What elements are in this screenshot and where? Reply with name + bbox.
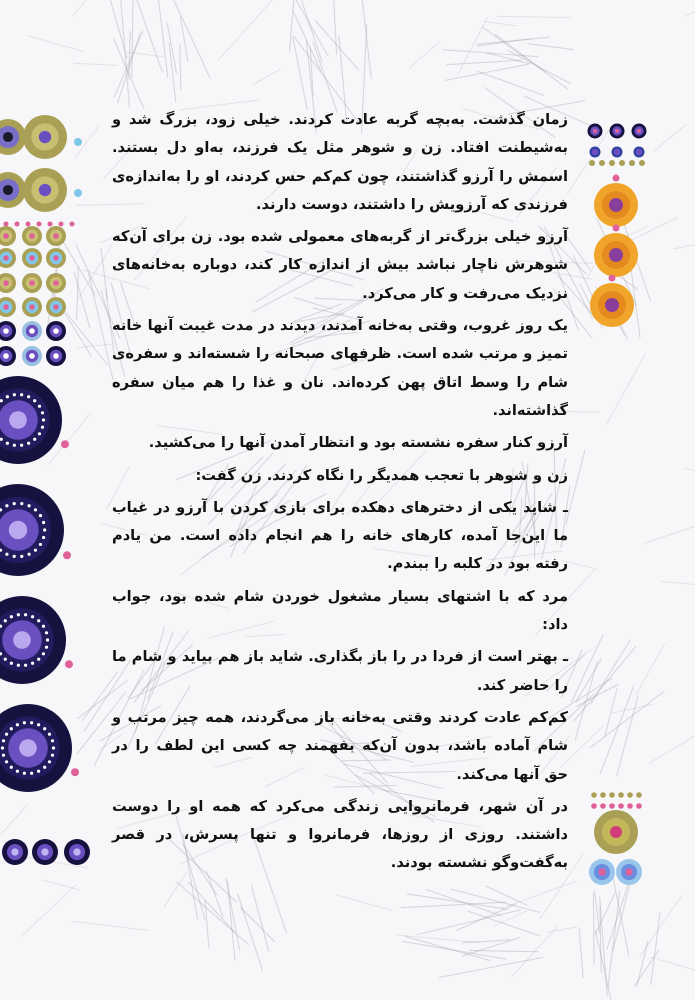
orange-circle (594, 225, 638, 278)
story-text (112, 106, 568, 882)
navy-disc (0, 484, 71, 576)
small-dot (26, 222, 31, 227)
orange-circle (594, 175, 638, 228)
small-dot (609, 160, 615, 166)
grid-circle (22, 273, 42, 293)
grid-circle (46, 346, 66, 366)
bottom-circle (32, 839, 58, 865)
grid-circle (0, 297, 16, 317)
navy-disc (0, 704, 79, 792)
navy-disc (0, 376, 69, 464)
paragraph-8: ـ بهتر است از فردا در را باز بگذاری. شاید باز هم بیاید و شام ما را حاضر کند. (112, 648, 568, 694)
small-dot (59, 222, 64, 227)
small-dot (627, 803, 633, 809)
paragraph-5: زن و شوهر با تعجب همدیگر را نگاه کردند. زن گفت: (195, 466, 568, 484)
bottom-circle (2, 839, 28, 865)
navy-disc (0, 596, 73, 684)
blue-circle (616, 859, 642, 885)
grid-circle (0, 248, 16, 268)
ornament-circle (590, 147, 601, 158)
small-dot (636, 803, 642, 809)
grid-circle (0, 321, 16, 341)
grid-circle (46, 321, 66, 341)
small-dot (599, 160, 605, 166)
grid-circle (22, 248, 42, 268)
small-dot (600, 792, 606, 798)
paragraph-9: کم‌کم عادت کردند وقتی به‌خانه باز می‌گردند، همه چیز مرتب و شام آماده باشد، بدون آن‌که بفهمند چه کسی این لطف را در حق آنها می‌کند. (112, 708, 568, 783)
olive-circle (23, 168, 67, 212)
paragraph-4: آرزو کنار سفره نشسته بود و انتظار آمدن آنها را می‌کشید. (148, 434, 568, 452)
small-dot (589, 160, 595, 166)
olive-circle (0, 119, 26, 155)
ornament-circle (610, 124, 625, 139)
small-dot (618, 803, 624, 809)
paragraph-3: یک روز غروب، وقتی به‌خانه آمدند، دیدند در مدت غیبت آنها خانه تمیز و مرتب شده است. ظرفهای صبحانه را شسته‌اند و سفره‌ی شام را وسط اتاق پهن کرده‌اند. نان و غذا را هم میان سفره گذاشته‌اند. (112, 317, 568, 419)
ornament-circle (634, 147, 645, 158)
olive-circle (594, 810, 638, 854)
grid-circle (46, 248, 66, 268)
small-dot (74, 138, 82, 146)
paragraph-2: آرزو خیلی بزرگ‌تر از گربه‌های معمولی شده بود. زن برای آن‌که شوهرش ناچار نباشد بیش از اندازه کار کند، دوباره به‌خانه‌های نزدیک می‌رفت و کار می‌کرد. (112, 228, 568, 302)
small-dot (629, 160, 635, 166)
blue-circle (589, 859, 615, 885)
grid-circle (22, 226, 42, 246)
grid-circle (0, 346, 16, 366)
small-dot (618, 792, 624, 798)
small-dot (4, 222, 9, 227)
ornament-circle (632, 124, 647, 139)
small-dot (70, 222, 75, 227)
ornament-circle (588, 124, 603, 139)
small-dot (609, 792, 615, 798)
grid-circle (22, 346, 42, 366)
small-dot (74, 189, 82, 197)
grid-circle (0, 226, 16, 246)
grid-circle (22, 321, 42, 341)
small-dot (600, 803, 606, 809)
grid-circle (46, 226, 66, 246)
paragraph-1: زمان گذشت. به‌بچه گربه عادت کردند. خیلی زود، بزرگ شد و به‌شیطنت افتاد. زن و شوهر مثل یک فرزند، به‌او دل بستند. اسمش را آرزو گذاشتند، چون کم‌کم حس کردند، او را به‌اندازه‌ی فرزندی که آرزویش را داشتند، دوست دارند. (112, 111, 568, 213)
small-dot (619, 160, 625, 166)
paragraph-7: مرد که با اشتهای بسیار مشغول خوردن شام شده بود، جواب داد: (112, 587, 568, 634)
small-dot (627, 792, 633, 798)
grid-circle (46, 297, 66, 317)
small-dot (591, 803, 597, 809)
grid-circle (46, 273, 66, 293)
small-dot (609, 803, 615, 809)
small-dot (591, 792, 597, 798)
small-dot (37, 222, 42, 227)
grid-circle (0, 273, 16, 293)
grid-circle (22, 297, 42, 317)
bottom-circle (64, 839, 90, 865)
small-dot (636, 792, 642, 798)
small-dot (48, 222, 53, 227)
olive-circle (0, 172, 26, 208)
olive-circle (23, 115, 67, 159)
left-circle-border (0, 115, 90, 865)
small-dot (15, 222, 20, 227)
small-dot (639, 160, 645, 166)
ornament-circle (612, 147, 623, 158)
paragraph-10: در آن شهر، فرمانروایی زندگی می‌کرد که همه او را دوست داشتند. روزی از روزها، فرمانروا و تنها پسرش، در قصر به‌گفت‌وگو نشسته بودند. (112, 797, 568, 872)
paragraph-6: ـ شاید یکی از دخترهای دهکده برای بازی کردن با آرزو در غیاب ما این‌جا آمده، کارهای خانه را هم انجام داده است. من یادم رفته بود در کلبه را ببندم. (112, 498, 568, 573)
